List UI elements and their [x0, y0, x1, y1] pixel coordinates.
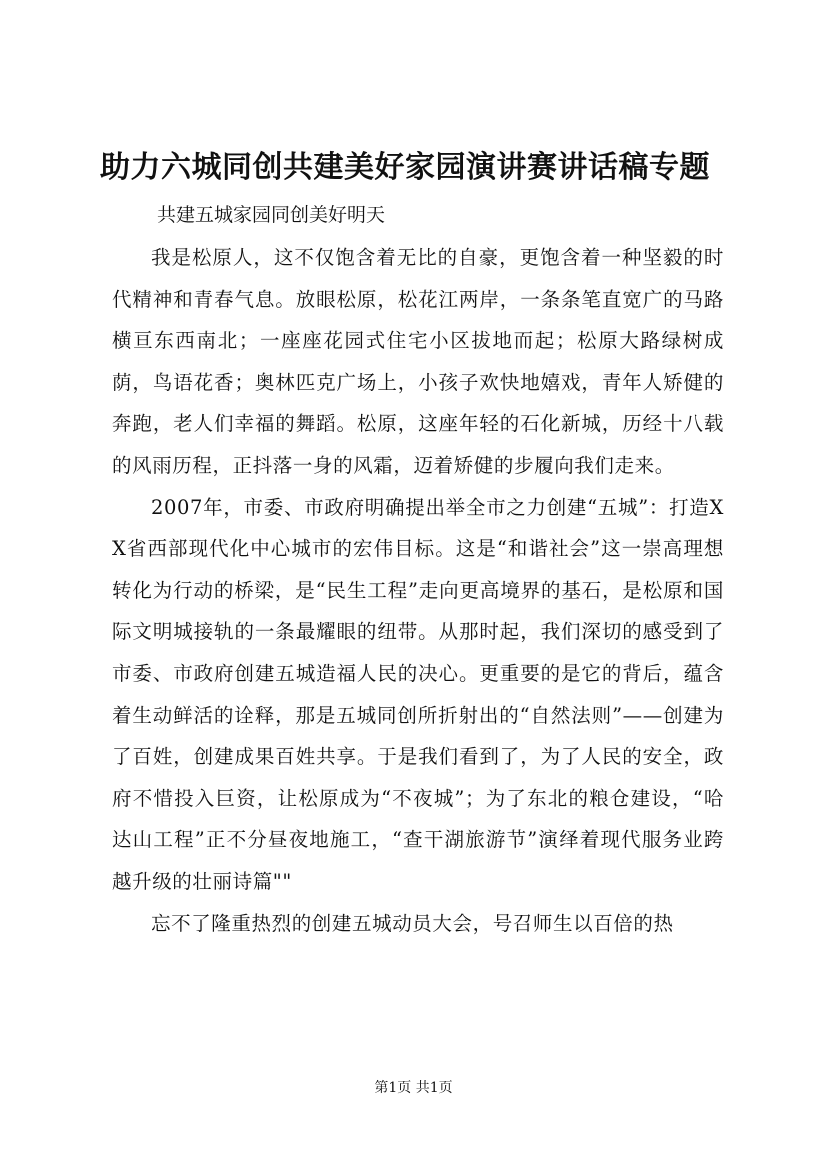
document-title: 助力六城同创共建美好家园演讲赛讲话稿专题 — [100, 150, 710, 185]
paragraph-2: 2007年，市委、市政府明确提出举全市之力创建“五城”：打造XX省西部现代化中心城市的宏伟目标。这是“和谐社会”这一崇高理想转化为行动的桥梁，是“民生工程”走向更高境界的基石，是松原和国际文明城接轨的一条最耀眼的纽带。从那时起，我们深切的感受到了市委、市政府创建五城造福人民的决心。更重要的是它的背后，蕴含着生动鲜活的诠释，那是五城同创所折射出的“自然法则”——创建为了百姓，创建成果百姓共享。于是我们看到了，为了人民的安全，政府不惜投入巨资，让松原成为“不夜城”；为了东北的粮仓建设，“哈达山工程”正不分昼夜地施工，“查干湖旅游节”演绎着现代服务业跨越升级的壮丽诗篇"" — [112, 495, 724, 893]
paragraph-3: 忘不了隆重热烈的创建五城动员大会，号召师生以百倍的热 — [151, 911, 674, 935]
page-footer: 第1页 共1页 — [374, 1080, 453, 1096]
paragraph-1: 我是松原人，这不仅饱含着无比的自豪，更饱含着一种坚毅的时代精神和青春气息。放眼松原，松花江两岸，一条条笔直宽广的马路横亘东西南北；一座座花园式住宅小区拔地而起；松原大路绿树成荫，鸟语花香；奥林匹克广场上，小孩子欢快地嬉戏，青年人矫健的奔跑，老人们幸福的舞蹈。松原，这座年轻的石化新城，历经十八载的风雨历程，正抖落一身的风霜，迈着矫健的步履向我们走来。 — [112, 246, 724, 477]
document-subtitle: 共建五城家园同创美好明天 — [157, 204, 386, 226]
document-body — [112, 237, 724, 944]
